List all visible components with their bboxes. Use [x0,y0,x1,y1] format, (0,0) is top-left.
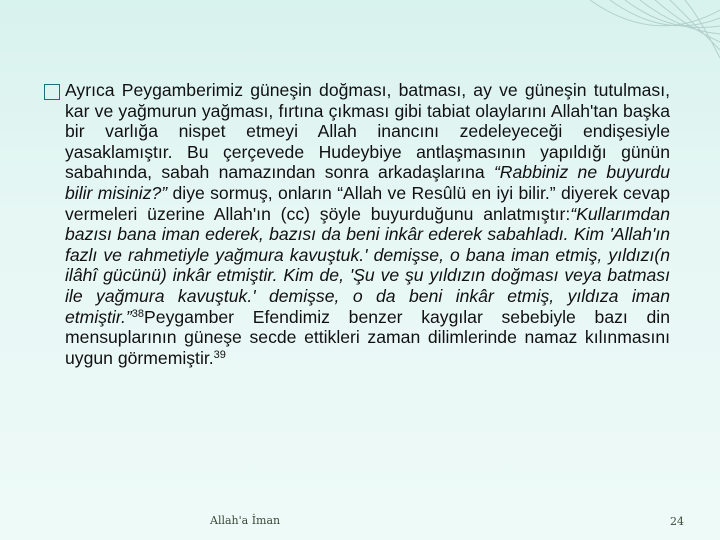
body-text-conclusion: Peygamber Efendimiz benzer kaygılar sebebiyle bazı din mensuplarının güneşe secde ettikleri zaman dilimlerinde namaz kılınmasını uygun görmemiştir. [65,306,670,368]
footnote-ref-39: 39 [213,348,226,361]
page-number: 24 [670,515,684,528]
body-text-quote-question: “Rabbiniz ne buyurdu bilir misiniz?” [65,162,670,203]
bullet-box-icon [44,84,60,100]
decorative-corner-lines [570,0,720,70]
footer-title: Allah'a İman [210,514,281,527]
body-text-hadith-quote: “Kullarımdan bazısı bana iman ederek, bazısı da beni inkâr ederek sabahladı. Kim 'Allah'ın fazlı ve rahmetiyle yağmura kavuştuk.' demişse, o bana iman etmiş, yıldızı(n ilâhî gücünü) inkâr etmiştir. Kim de, 'Şu ve şu yıldızın doğması veya batması ile yağmura kavuştuk.' demişse, o da beni inkâr etmiş, yıldıza iman etmiştir.” [65,203,670,327]
body-paragraph [65,80,670,368]
footnote-ref-38: 38 [131,307,145,320]
body-text-intro: Ayrıca Peygamberimiz güneşin doğması, batması, ay ve güneşin tutulması, kar ve yağmurun yağması, fırtına çıkması gibi tabiat olaylarını Allah'tan başka bir varlığa nispet etmeyi Allah inancını zedeleyeceği endişesiyle yasaklamıştır. Bu çerçevede Hudeybiye antlaşmasının yapıldığı günün sabahında, sabah namazından sonra arkadaşlarına [65,80,670,183]
body-text-middle: diye sormuş, onların “Allah ve Resûlü en iyi bilir.” diyerek cevap vermeleri üzerine Allah'ın (cc) şöyle buyurduğunu anlatmıştır: [65,182,670,224]
